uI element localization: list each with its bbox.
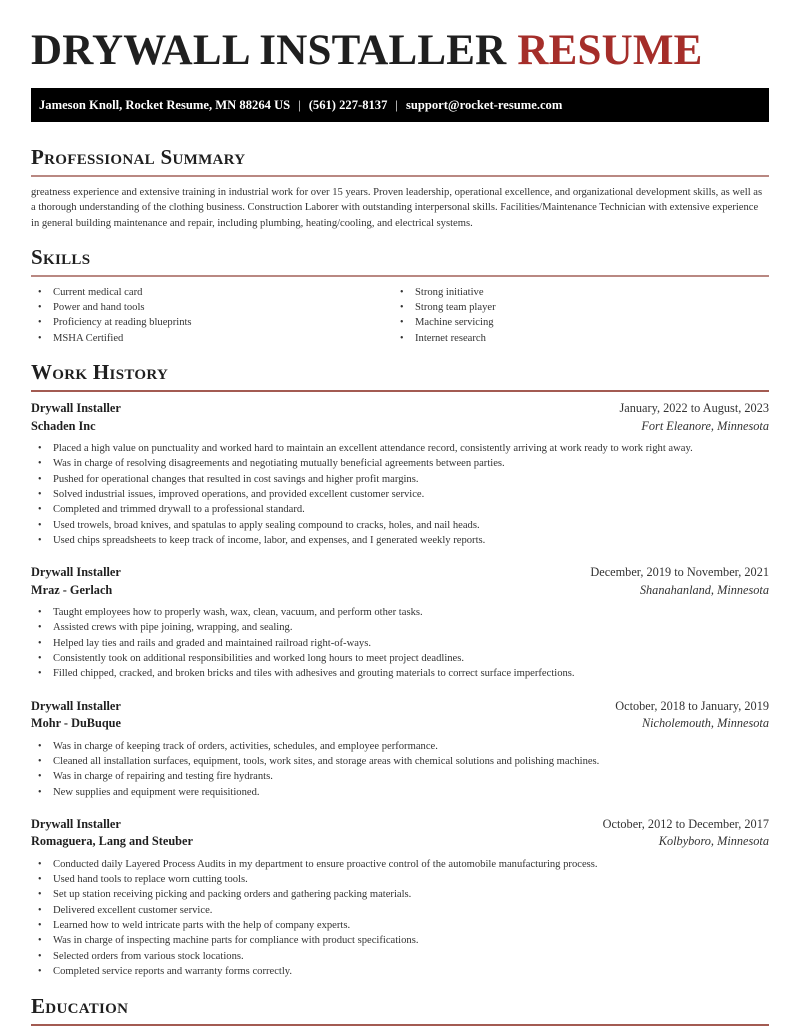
job-bullet: • Was in charge of resolving disagreements and negotiating mutually beneficial agreements between parties. xyxy=(31,456,769,471)
job-bullet: • Filled chipped, cracked, and broken bricks and tiles with adhesives and grouting materials to correct surface imperfections. xyxy=(31,666,769,681)
title-main: DRYWALL INSTALLER xyxy=(31,27,507,74)
job-header-row xyxy=(31,564,769,582)
job-company-row xyxy=(31,418,769,436)
section-heading-education: Education xyxy=(31,994,129,1019)
section-divider xyxy=(31,1024,769,1026)
job-company-row xyxy=(31,715,769,733)
job-bullet: • Learned how to weld intricate parts with the help of company experts. xyxy=(31,918,769,933)
job-entry xyxy=(31,564,769,681)
job-location: Shanahanland, Minnesota xyxy=(639,582,769,597)
work-history-section xyxy=(31,359,769,979)
education-section xyxy=(31,993,769,1026)
job-bullet: • New supplies and equipment were requisitioned. xyxy=(31,785,769,800)
job-bullet: • Delivered excellent customer service. xyxy=(31,903,769,918)
job-title: Drywall Installer xyxy=(31,698,121,713)
section-heading-skills: Skills xyxy=(31,244,91,269)
job-title: Drywall Installer xyxy=(31,565,121,580)
job-dates: October, 2018 to January, 2019 xyxy=(615,698,769,713)
job-bullet: • Placed a high value on punctuality and worked hard to maintain an excellent attendance record, consistently arriving at work ready to work right away. xyxy=(31,441,769,456)
job-bullet: • Cleaned all installation surfaces, equipment, tools, work sites, and storage areas with chemical solutions and polishing machines. xyxy=(31,754,769,769)
job-bullet: • Used hand tools to replace worn cutting tools. xyxy=(31,872,769,887)
job-entry xyxy=(31,400,769,548)
job-company: Schaden Inc xyxy=(31,418,96,433)
job-location: Kolbyboro, Minnesota xyxy=(658,834,769,849)
job-bullet: • Used chips spreadsheets to keep track of income, labor, and expenses, and I generated weekly reports. xyxy=(31,533,769,548)
resume-title xyxy=(31,0,769,75)
skill-item: • Strong initiative xyxy=(393,285,755,300)
job-bullet: • Was in charge of repairing and testing fire hydrants. xyxy=(31,769,769,784)
job-company: Mraz - Gerlach xyxy=(31,582,113,597)
skill-item: • Internet research xyxy=(393,331,755,346)
section-divider xyxy=(31,175,769,177)
job-bullet: • Completed and trimmed drywall to a professional standard. xyxy=(31,502,769,517)
contact-separator: | xyxy=(395,98,398,112)
job-dates: December, 2019 to November, 2021 xyxy=(590,565,769,580)
title-accent: RESUME xyxy=(517,27,703,74)
job-bullet: • Was in charge of keeping track of orders, activities, schedules, and employee performance. xyxy=(31,739,769,754)
contact-name-address: Jameson Knoll, Rocket Resume, MN 88264 US xyxy=(39,98,291,112)
job-entry xyxy=(31,698,769,800)
job-location: Fort Eleanore, Minnesota xyxy=(641,418,769,433)
job-bullet: • Helped lay ties and rails and graded and maintained railroad right-of-ways. xyxy=(31,636,769,651)
job-bullet: • Was in charge of inspecting machine parts for compliance with product specifications. xyxy=(31,933,769,948)
summary-section xyxy=(31,144,769,231)
skill-item: • Strong team player xyxy=(393,300,755,315)
job-bullet: • Used trowels, broad knives, and spatulas to apply sealing compound to cracks, holes, and nail heads. xyxy=(31,518,769,533)
job-company: Romaguera, Lang and Steuber xyxy=(31,834,193,849)
job-bullets xyxy=(31,441,769,548)
skill-item: • Proficiency at reading blueprints xyxy=(31,315,393,330)
job-bullet: • Conducted daily Layered Process Audits in my department to ensure proactive control of the automobile manufacturing process. xyxy=(31,857,769,872)
skill-item: • Current medical card xyxy=(31,285,393,300)
contact-phone: (561) 227-8137 xyxy=(308,98,388,112)
contact-bar xyxy=(31,88,769,122)
job-company-row xyxy=(31,833,769,851)
contact-separator: | xyxy=(298,98,301,112)
section-heading-work-history: Work History xyxy=(31,360,169,385)
job-bullet: • Completed service reports and warranty forms correctly. xyxy=(31,964,769,979)
job-header-row xyxy=(31,698,769,716)
job-company-row xyxy=(31,582,769,600)
job-company: Mohr - DuBuque xyxy=(31,716,121,731)
job-entry xyxy=(31,816,769,979)
job-header-row xyxy=(31,816,769,834)
skills-columns xyxy=(31,285,769,346)
skills-section xyxy=(31,244,769,346)
section-divider xyxy=(31,275,769,277)
job-bullet: • Selected orders from various stock locations. xyxy=(31,949,769,964)
job-bullets xyxy=(31,857,769,979)
job-title: Drywall Installer xyxy=(31,401,121,416)
skill-item: • Machine servicing xyxy=(393,315,755,330)
job-dates: October, 2012 to December, 2017 xyxy=(602,816,769,831)
job-bullet: • Solved industrial issues, improved operations, and provided excellent customer service. xyxy=(31,487,769,502)
skills-list-left xyxy=(31,285,393,346)
summary-text: greatness experience and extensive training in industrial work for over 15 years. Proven leadership, operational excellence, and organizational development skills, as well as a thorough understanding of the clothing business. Construction Laborer with outstanding interpersonal skills. Facilities/Maintenance Technician with extensive experience in general building maintenance and repair, including plumbing, heating/cooling, and electrical systems. xyxy=(31,187,763,229)
skill-item: • Power and hand tools xyxy=(31,300,393,315)
job-dates: January, 2022 to August, 2023 xyxy=(619,401,769,416)
skill-item: • MSHA Certified xyxy=(31,331,393,346)
job-bullet: • Set up station receiving picking and packing orders and gathering packing materials. xyxy=(31,887,769,902)
job-bullet: • Consistently took on additional responsibilities and worked long hours to meet project deadlines. xyxy=(31,651,769,666)
section-divider xyxy=(31,390,769,392)
section-heading-summary: Professional Summary xyxy=(31,145,246,169)
job-location: Nicholemouth, Minnesota xyxy=(641,716,769,731)
job-bullet: • Pushed for operational changes that resulted in cost savings and higher profit margins. xyxy=(31,472,769,487)
job-title: Drywall Installer xyxy=(31,816,121,831)
job-bullet: • Taught employees how to properly wash, wax, clean, vacuum, and perform other tasks. xyxy=(31,605,769,620)
job-bullets xyxy=(31,605,769,681)
skills-list-right xyxy=(393,285,755,346)
job-bullet: • Assisted crews with pipe joining, wrapping, and sealing. xyxy=(31,620,769,635)
job-bullets xyxy=(31,739,769,800)
contact-email[interactable]: support@rocket-resume.com xyxy=(405,98,563,112)
job-header-row xyxy=(31,400,769,418)
